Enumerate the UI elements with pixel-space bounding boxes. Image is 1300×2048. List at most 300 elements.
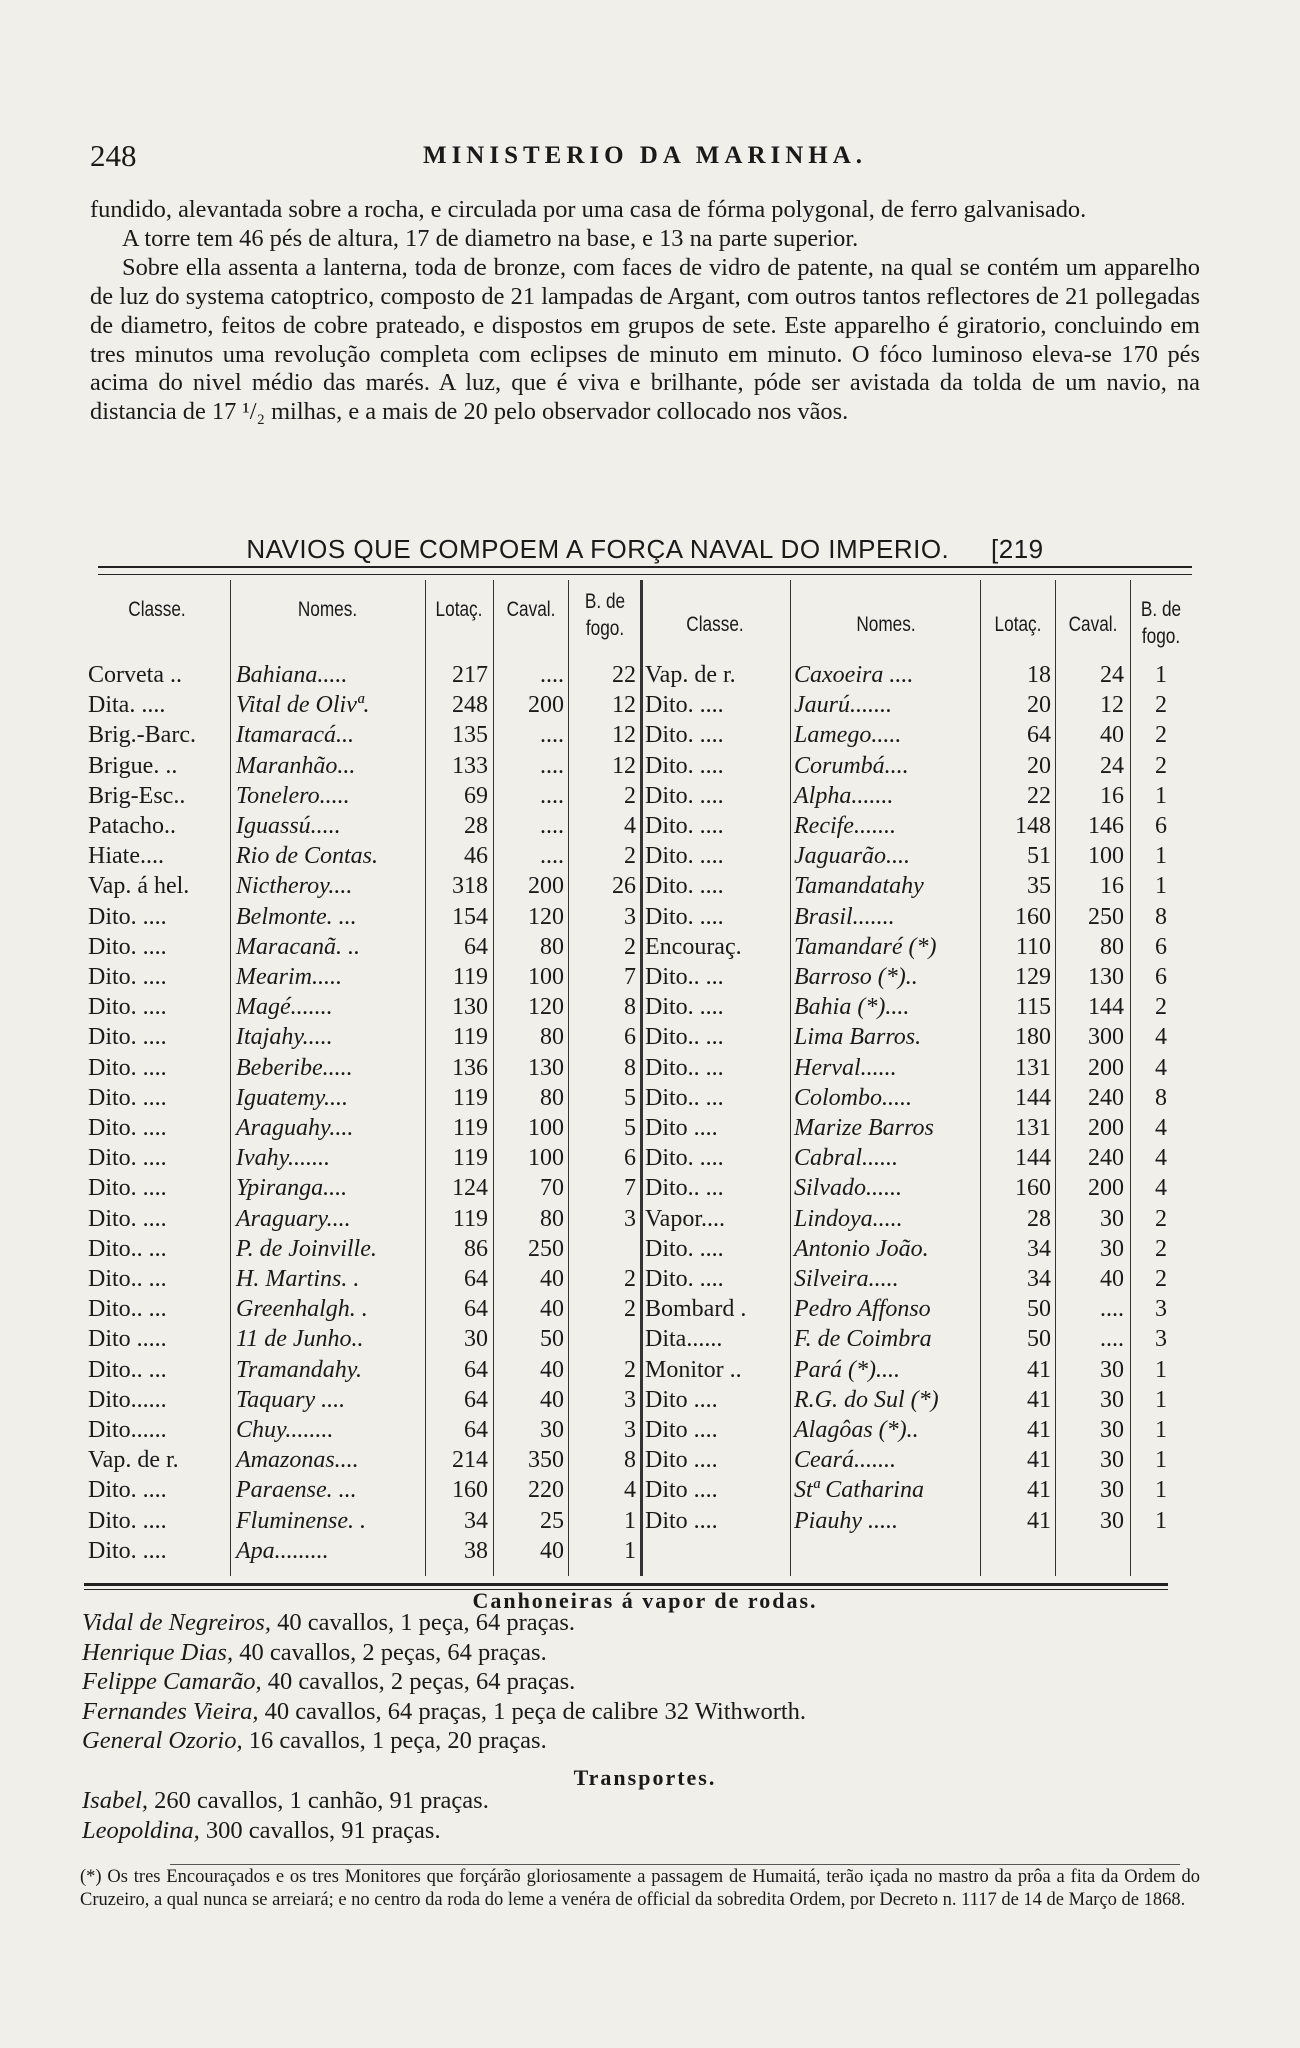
- cell-lotacao: 34: [464, 1507, 488, 1534]
- cell-bocas-de-fogo: 1: [1155, 1417, 1167, 1443]
- cell-nome: Rio de Contas.: [236, 843, 378, 870]
- table-row: [0, 1083, 1300, 1113]
- footnote: [80, 1866, 1200, 1912]
- cell-bocas-de-fogo: 2: [624, 843, 636, 870]
- cell-classe: Dito ....: [645, 1477, 718, 1504]
- cell-nome: Maranhão...: [236, 752, 356, 779]
- cell-classe: Dito. ....: [88, 1084, 167, 1111]
- cell-bocas-de-fogo: 6: [624, 1024, 636, 1051]
- cell-lotacao: 46: [464, 843, 488, 870]
- cell-cavallos: 80: [540, 1024, 564, 1051]
- cell-lotacao: 64: [464, 1296, 488, 1323]
- cell-bocas-de-fogo: 4: [1155, 1054, 1167, 1081]
- cell-lotacao: 38: [464, 1537, 488, 1564]
- cell-classe: Patacho..: [88, 813, 176, 839]
- cell-lotacao: 86: [464, 1235, 488, 1262]
- page-header: [90, 138, 1200, 178]
- cell-classe: Brig.-Barc.: [88, 722, 196, 749]
- intro-text: [90, 196, 1200, 427]
- header-lotacao-right: Lotaç.: [994, 613, 1042, 636]
- cell-classe: Dita......: [645, 1326, 723, 1353]
- list-item: [82, 1667, 1202, 1696]
- transports-heading: Transportes.: [573, 1765, 717, 1790]
- cell-bocas-de-fogo: 1: [624, 1537, 636, 1564]
- cell-bocas-de-fogo: 22: [612, 662, 636, 688]
- cell-classe: Dito......: [88, 1417, 167, 1443]
- cell-cavallos: 240: [1088, 1145, 1124, 1172]
- cell-nome: Amazonas....: [236, 1447, 359, 1474]
- cell-cavallos: 30: [1100, 1386, 1124, 1413]
- cell-lotacao: 119: [452, 1115, 488, 1141]
- list-item: [82, 1786, 1202, 1815]
- cell-classe: Dito. ....: [645, 782, 724, 809]
- cell-lotacao: 50: [1027, 1296, 1051, 1323]
- table-row: [0, 1173, 1300, 1203]
- cell-lotacao: 41: [1027, 1447, 1051, 1474]
- table-row: [0, 1536, 1300, 1566]
- cell-cavallos: ....: [540, 782, 564, 809]
- table-row: [0, 932, 1300, 962]
- cell-lotacao: 41: [1027, 1477, 1051, 1504]
- cell-lotacao: 50: [1027, 1326, 1051, 1353]
- cell-cavallos: 40: [540, 1537, 564, 1564]
- table-row: [0, 1143, 1300, 1173]
- cell-nome: Brasil.......: [794, 903, 895, 930]
- cell-cavallos: 40: [540, 1296, 564, 1323]
- cell-cavallos: ....: [540, 813, 564, 839]
- cell-nome: Pedro Affonso: [794, 1296, 931, 1323]
- cell-lotacao: 248: [452, 692, 488, 719]
- cell-bocas-de-fogo: 6: [1155, 964, 1167, 990]
- cell-bocas-de-fogo: 3: [624, 1417, 636, 1443]
- cell-cavallos: 24: [1100, 752, 1124, 779]
- table-row: [0, 1234, 1300, 1264]
- cell-cavallos: 40: [540, 1356, 564, 1383]
- cell-nome: Silveira.....: [794, 1266, 899, 1292]
- cell-classe: Dito. ....: [88, 1205, 167, 1232]
- cell-cavallos: 30: [1100, 1507, 1124, 1534]
- cell-classe: Dito. ....: [645, 813, 724, 839]
- cell-bocas-de-fogo: 2: [1155, 722, 1167, 749]
- cell-classe: Dito. ....: [88, 903, 167, 930]
- cell-bocas-de-fogo: 2: [624, 1356, 636, 1383]
- table-row: [0, 992, 1300, 1022]
- cell-cavallos: ....: [540, 662, 564, 688]
- cell-cavallos: 80: [540, 1205, 564, 1232]
- page-number: 248: [90, 138, 137, 173]
- cell-classe: Dito ....: [645, 1417, 718, 1443]
- cell-nome: Tramandahy.: [236, 1356, 363, 1383]
- cell-classe: Dito .....: [88, 1326, 167, 1353]
- cell-cavallos: 12: [1100, 692, 1124, 719]
- cell-classe: Brigue. ..: [88, 752, 178, 779]
- cell-cavallos: 146: [1088, 813, 1124, 839]
- cell-bocas-de-fogo: 1: [1155, 1447, 1167, 1474]
- cell-classe: Dito.. ...: [88, 1296, 167, 1323]
- cell-lotacao: 115: [1015, 994, 1051, 1021]
- cell-bocas-de-fogo: 2: [1155, 994, 1167, 1021]
- cell-cavallos: 30: [1100, 1235, 1124, 1262]
- cell-bocas-de-fogo: 1: [1155, 1507, 1167, 1534]
- cell-nome: Recife.......: [794, 813, 896, 839]
- cell-classe: Dito. ....: [645, 692, 724, 719]
- cell-nome: Chuy........: [236, 1417, 334, 1443]
- cell-lotacao: 34: [1027, 1235, 1051, 1262]
- list-item: [82, 1697, 1202, 1726]
- cell-bocas-de-fogo: 3: [624, 1386, 636, 1413]
- vessel-name: Vidal de Negreiros,: [82, 1609, 271, 1636]
- cell-nome: 11 de Junho..: [236, 1326, 364, 1353]
- cell-nome: Stª Catharina: [794, 1477, 924, 1504]
- cell-bocas-de-fogo: 8: [624, 1447, 636, 1474]
- cell-lotacao: 119: [452, 1205, 488, 1232]
- cell-classe: Dito. ....: [645, 752, 724, 779]
- cell-lotacao: 34: [1027, 1266, 1051, 1292]
- intro-paragraph-2: A torre tem 46 pés de altura, 17 de diametro na base, e 13 na parte superior.: [122, 224, 859, 252]
- cell-classe: Dito. ....: [645, 903, 724, 930]
- header-cavallos: Caval.: [506, 598, 556, 621]
- cell-nome: P. de Joinville.: [236, 1235, 377, 1262]
- cell-lotacao: 119: [452, 1084, 488, 1111]
- cell-lotacao: 135: [452, 722, 488, 749]
- cell-classe: Dito.. ...: [645, 964, 724, 990]
- cell-lotacao: 20: [1027, 752, 1051, 779]
- vessel-name: Henrique Dias,: [82, 1638, 234, 1666]
- cell-cavallos: ....: [540, 752, 564, 779]
- cell-cavallos: 70: [540, 1175, 564, 1202]
- cell-classe: Dito. ....: [88, 1115, 167, 1141]
- cell-lotacao: 144: [1015, 1145, 1051, 1172]
- cell-classe: Dito.. ...: [645, 1175, 724, 1202]
- cell-cavallos: ....: [540, 843, 564, 870]
- cell-lotacao: 22: [1027, 782, 1051, 809]
- table-row: [0, 1324, 1300, 1354]
- vessel-details: 300 cavallos, 91 praças.: [199, 1816, 441, 1844]
- table-row: [0, 1113, 1300, 1143]
- header-cavallos-right: Caval.: [1068, 613, 1118, 636]
- cell-classe: Vap. á hel.: [88, 873, 190, 900]
- cell-lotacao: 131: [1015, 1115, 1051, 1141]
- table-row: [0, 1415, 1300, 1445]
- header-nomes: Nomes.: [297, 598, 358, 621]
- cell-lotacao: 119: [452, 1024, 488, 1051]
- cell-lotacao: 160: [1015, 1175, 1051, 1202]
- cell-classe: Dito. ....: [645, 843, 724, 870]
- table-row: [0, 1264, 1300, 1294]
- cell-nome: Piauhy .....: [794, 1507, 898, 1534]
- cell-classe: Dito. ....: [88, 1537, 167, 1564]
- cell-bocas-de-fogo: 2: [1155, 1205, 1167, 1232]
- cell-classe: Vap. de r.: [88, 1447, 179, 1474]
- cell-bocas-de-fogo: 2: [1155, 1266, 1167, 1292]
- cell-lotacao: 318: [452, 873, 488, 900]
- cell-classe: Dito. ....: [645, 873, 724, 900]
- cell-nome: F. de Coimbra: [794, 1326, 932, 1353]
- cell-lotacao: 131: [1015, 1054, 1051, 1081]
- table-row: [0, 811, 1300, 841]
- cell-nome: Bahiana.....: [236, 662, 348, 688]
- cell-bocas-de-fogo: 1: [1155, 873, 1167, 900]
- table-row: [0, 690, 1300, 720]
- cell-cavallos: 30: [1100, 1356, 1124, 1383]
- cell-classe: Vap. de r.: [645, 662, 736, 688]
- cell-nome: Araguahy....: [236, 1115, 354, 1141]
- cell-lotacao: 214: [452, 1447, 488, 1474]
- cell-bocas-de-fogo: 3: [1155, 1326, 1167, 1353]
- cell-cavallos: 220: [528, 1477, 564, 1504]
- table-row: [0, 1204, 1300, 1234]
- table-row: [0, 1506, 1300, 1536]
- cell-nome: Ceará.......: [794, 1447, 896, 1474]
- cell-classe: Dito......: [88, 1386, 167, 1413]
- cell-bocas-de-fogo: 5: [624, 1115, 636, 1141]
- cell-lotacao: 180: [1015, 1024, 1051, 1051]
- cell-cavallos: 200: [1088, 1115, 1124, 1141]
- table-top-rule: [98, 566, 1192, 568]
- cell-bocas-de-fogo: 4: [1155, 1145, 1167, 1172]
- gunboats-heading: Canhoneiras á vapor de rodas.: [472, 1588, 818, 1613]
- cell-nome: Lima Barros.: [794, 1024, 922, 1051]
- cell-cavallos: 30: [1100, 1447, 1124, 1474]
- header-nomes-right: Nomes.: [856, 613, 916, 636]
- cell-cavallos: 30: [1100, 1417, 1124, 1443]
- cell-bocas-de-fogo: 6: [1155, 933, 1167, 960]
- cell-bocas-de-fogo: 8: [1155, 1084, 1167, 1111]
- vessel-details: 40 cavallos, 2 peças, 64 praças.: [261, 1668, 576, 1695]
- cell-classe: Dita. ....: [88, 692, 166, 719]
- cell-nome: Belmonte. ...: [236, 903, 357, 930]
- cell-bocas-de-fogo: 2: [624, 933, 636, 960]
- header-classe-right: Classe.: [686, 613, 744, 636]
- cell-bocas-de-fogo: 4: [1155, 1024, 1167, 1051]
- cell-lotacao: 41: [1027, 1356, 1051, 1383]
- cell-classe: Dito. ....: [645, 1145, 724, 1172]
- cell-lotacao: 148: [1015, 813, 1051, 839]
- table-row: [0, 1294, 1300, 1324]
- cell-classe: Vapor....: [645, 1205, 725, 1232]
- cell-cavallos: ....: [1100, 1296, 1124, 1323]
- cell-nome: Araguary....: [236, 1205, 351, 1232]
- cell-cavallos: 80: [1100, 933, 1124, 960]
- table-title-text: NAVIOS QUE COMPOEM A FORÇA NAVAL DO IMPERIO.: [246, 534, 950, 564]
- cell-bocas-de-fogo: 12: [612, 692, 636, 719]
- cell-lotacao: 18: [1027, 662, 1051, 688]
- cell-nome: Caxoeira ....: [794, 662, 914, 688]
- cell-nome: Alpha.......: [794, 782, 894, 809]
- cell-lotacao: 154: [452, 903, 488, 930]
- vessel-name: General Ozorio,: [82, 1727, 243, 1754]
- cell-nome: Iguassú.....: [236, 813, 341, 839]
- cell-cavallos: 200: [528, 873, 564, 900]
- intro-paragraph-3: Sobre ella assenta a lanterna, toda de bronze, com faces de vidro de patente, na qual se contém um apparelho de luz do systema catoptrico, composto de 21 lampadas de Argant, com outros tantos reflectores de 21 pollegadas de diametro, feitos de cobre prateado, e dispostos em grupos de sete. Este apparelho é giratorio, concluindo em tres minutos uma revolução completa com eclipses de minuto em minuto. O fóco luminoso eleva-se 170 pés acima do nivel médio das marés. A luz, que é viva e brilhante, póde ser avistada da tolda de um navio, na distancia de 17 ¹/₂ milhas, e a mais de 20 pelo observador collocado nos vãos.: [90, 253, 1200, 426]
- cell-bocas-de-fogo: 8: [624, 1054, 636, 1081]
- cell-cavallos: 30: [540, 1417, 564, 1443]
- cell-nome: H. Martins. .: [236, 1266, 360, 1292]
- cell-bocas-de-fogo: 6: [624, 1145, 636, 1172]
- cell-bocas-de-fogo: 1: [1155, 1386, 1167, 1413]
- cell-lotacao: 64: [464, 1266, 488, 1292]
- cell-classe: Hiate....: [88, 843, 164, 870]
- cell-bocas-de-fogo: 1: [624, 1507, 636, 1534]
- cell-cavallos: 16: [1100, 782, 1124, 809]
- cell-cavallos: 50: [540, 1326, 564, 1353]
- cell-lotacao: 129: [1015, 964, 1051, 990]
- cell-nome: Colombo.....: [794, 1084, 913, 1111]
- vessel-details: 40 cavallos, 1 peça, 64 praças.: [270, 1609, 576, 1636]
- cell-lotacao: 217: [452, 662, 488, 688]
- cell-nome: Alagôas (*)..: [794, 1417, 919, 1443]
- table-row: [0, 1022, 1300, 1052]
- cell-cavallos: 80: [540, 1084, 564, 1111]
- cell-cavallos: 25: [540, 1507, 564, 1534]
- cell-bocas-de-fogo: 2: [624, 1296, 636, 1323]
- cell-bocas-de-fogo: 4: [624, 1477, 636, 1504]
- cell-bocas-de-fogo: 2: [624, 782, 636, 809]
- cell-classe: Dito. ....: [645, 994, 724, 1021]
- cell-nome: Marize Barros: [794, 1115, 934, 1141]
- table-row: [0, 720, 1300, 750]
- cell-classe: Monitor ..: [645, 1356, 742, 1383]
- cell-cavallos: 120: [528, 994, 564, 1021]
- cell-lotacao: 30: [464, 1326, 488, 1353]
- cell-cavallos: 40: [540, 1386, 564, 1413]
- cell-cavallos: 130: [528, 1054, 564, 1081]
- header-classe: Classe.: [128, 598, 186, 621]
- cell-nome: Antonio João.: [794, 1235, 929, 1262]
- cell-lotacao: 20: [1027, 692, 1051, 719]
- cell-lotacao: 136: [452, 1054, 488, 1081]
- table-row: [0, 1355, 1300, 1385]
- list-item: [82, 1816, 1202, 1845]
- cell-cavallos: 200: [528, 692, 564, 719]
- cell-lotacao: 64: [1027, 722, 1051, 749]
- cell-lotacao: 41: [1027, 1386, 1051, 1413]
- table-row: [0, 1445, 1300, 1475]
- cell-classe: Bombard .: [645, 1296, 747, 1323]
- cell-bocas-de-fogo: 1: [1155, 782, 1167, 809]
- vessel-name: Fernandes Vieira,: [82, 1697, 259, 1725]
- cell-classe: Dito. ....: [645, 722, 724, 749]
- cell-lotacao: 64: [464, 1386, 488, 1413]
- cell-bocas-de-fogo: 2: [1155, 752, 1167, 779]
- cell-nome: Jaguarão....: [794, 843, 910, 870]
- cell-nome: Magé.......: [236, 994, 333, 1021]
- cell-lotacao: 41: [1027, 1417, 1051, 1443]
- cell-nome: Mearim.....: [236, 964, 342, 990]
- cell-lotacao: 28: [1027, 1205, 1051, 1232]
- cell-lotacao: 160: [452, 1477, 488, 1504]
- cell-bocas-de-fogo: 3: [624, 903, 636, 930]
- cell-lotacao: 130: [452, 994, 488, 1021]
- cell-bocas-de-fogo: 26: [612, 873, 636, 900]
- cell-cavallos: 200: [1088, 1054, 1124, 1081]
- cell-nome: Lamego.....: [794, 722, 902, 749]
- cell-lotacao: 64: [464, 933, 488, 960]
- list-item: [82, 1726, 1202, 1755]
- cell-cavallos: 130: [1088, 964, 1124, 990]
- cell-cavallos: 250: [1088, 903, 1124, 930]
- vessel-details: 16 cavallos, 1 peça, 20 praças.: [242, 1727, 547, 1754]
- cell-bocas-de-fogo: 6: [1155, 813, 1167, 839]
- cell-bocas-de-fogo: 1: [1155, 843, 1167, 870]
- cell-cavallos: 200: [1088, 1175, 1124, 1202]
- cell-cavallos: 120: [528, 903, 564, 930]
- cell-nome: Vital de Olivª.: [236, 692, 370, 719]
- cell-nome: Ivahy.......: [236, 1145, 330, 1172]
- cell-nome: Jaurú.......: [794, 692, 892, 719]
- vessel-name: Isabel,: [82, 1787, 148, 1814]
- cell-nome: Nictheroy....: [236, 873, 353, 900]
- cell-bocas-de-fogo: 4: [1155, 1175, 1167, 1202]
- table-row: [0, 962, 1300, 992]
- cell-cavallos: 16: [1100, 873, 1124, 900]
- cell-classe: Encouraç.: [645, 933, 742, 960]
- cell-lotacao: 64: [464, 1417, 488, 1443]
- cell-nome: Itamaracá...: [236, 722, 354, 749]
- vessel-name: Felippe Camarão,: [82, 1668, 262, 1695]
- cell-classe: Dito. ....: [88, 964, 167, 990]
- cell-classe: Dito. ....: [88, 1477, 167, 1504]
- cell-nome: Taquary ....: [236, 1386, 346, 1413]
- cell-classe: Dito. ....: [88, 933, 167, 960]
- cell-bocas-de-fogo: 8: [1155, 903, 1167, 930]
- cell-lotacao: 41: [1027, 1507, 1051, 1534]
- cell-nome: Herval......: [794, 1054, 897, 1081]
- table-row: [0, 751, 1300, 781]
- footnote-rule: [170, 1864, 1180, 1865]
- cell-cavallos: 40: [1100, 1266, 1124, 1292]
- cell-nome: Barroso (*)..: [794, 964, 918, 990]
- list-item: [82, 1608, 1202, 1637]
- cell-classe: Dito ....: [645, 1115, 718, 1141]
- cell-cavallos: 240: [1088, 1084, 1124, 1111]
- cell-bocas-de-fogo: 2: [1155, 692, 1167, 719]
- table-row: [0, 781, 1300, 811]
- cell-nome: Tonelero.....: [236, 782, 350, 809]
- cell-classe: Dito. ....: [88, 1175, 167, 1202]
- cell-nome: Corumbá....: [794, 752, 909, 779]
- cell-classe: Dito. ....: [88, 1054, 167, 1081]
- cell-lotacao: 110: [1015, 933, 1051, 960]
- table-row: [0, 660, 1300, 690]
- cell-bocas-de-fogo: 2: [624, 1266, 636, 1292]
- cell-lotacao: 35: [1027, 873, 1051, 900]
- table-top-rule-inner: [98, 574, 1192, 575]
- cell-cavallos: ....: [540, 722, 564, 749]
- cell-classe: Dito.. ...: [645, 1054, 724, 1081]
- vessel-name: Leopoldina,: [82, 1816, 200, 1844]
- cell-cavallos: ....: [1100, 1326, 1124, 1353]
- cell-nome: Beberibe.....: [236, 1054, 353, 1081]
- cell-classe: Corveta ..: [88, 662, 182, 688]
- cell-nome: Pará (*)....: [794, 1356, 900, 1383]
- cell-lotacao: 133: [452, 752, 488, 779]
- cell-bocas-de-fogo: 5: [624, 1084, 636, 1111]
- cell-nome: Itajahy.....: [236, 1024, 333, 1051]
- cell-bocas-de-fogo: 7: [624, 1175, 636, 1202]
- table-title: [90, 534, 1200, 570]
- table-row: [0, 1475, 1300, 1505]
- cell-nome: Apa.........: [236, 1537, 329, 1564]
- header-lotacao: Lotaç.: [435, 598, 483, 621]
- cell-bocas-de-fogo: 3: [624, 1205, 636, 1232]
- footnote-text: (*) Os tres Encouraçados e os tres Monitores que forçárão gloriosamente a passagem de Humaitá, terão içada no mastro da prôa a fita da Ordem do Cruzeiro, a qual nunca se arreiará; e no centro da roda do leme a venéra de official da sobredita Ordem, por Decreto n. 1117 de 14 de Março de 1868.: [80, 1867, 1200, 1910]
- cell-classe: Dito ....: [645, 1507, 718, 1534]
- cell-classe: Dito. ....: [88, 994, 167, 1021]
- cell-cavallos: 350: [528, 1447, 564, 1474]
- table-row: [0, 841, 1300, 871]
- cell-lotacao: 51: [1027, 843, 1051, 870]
